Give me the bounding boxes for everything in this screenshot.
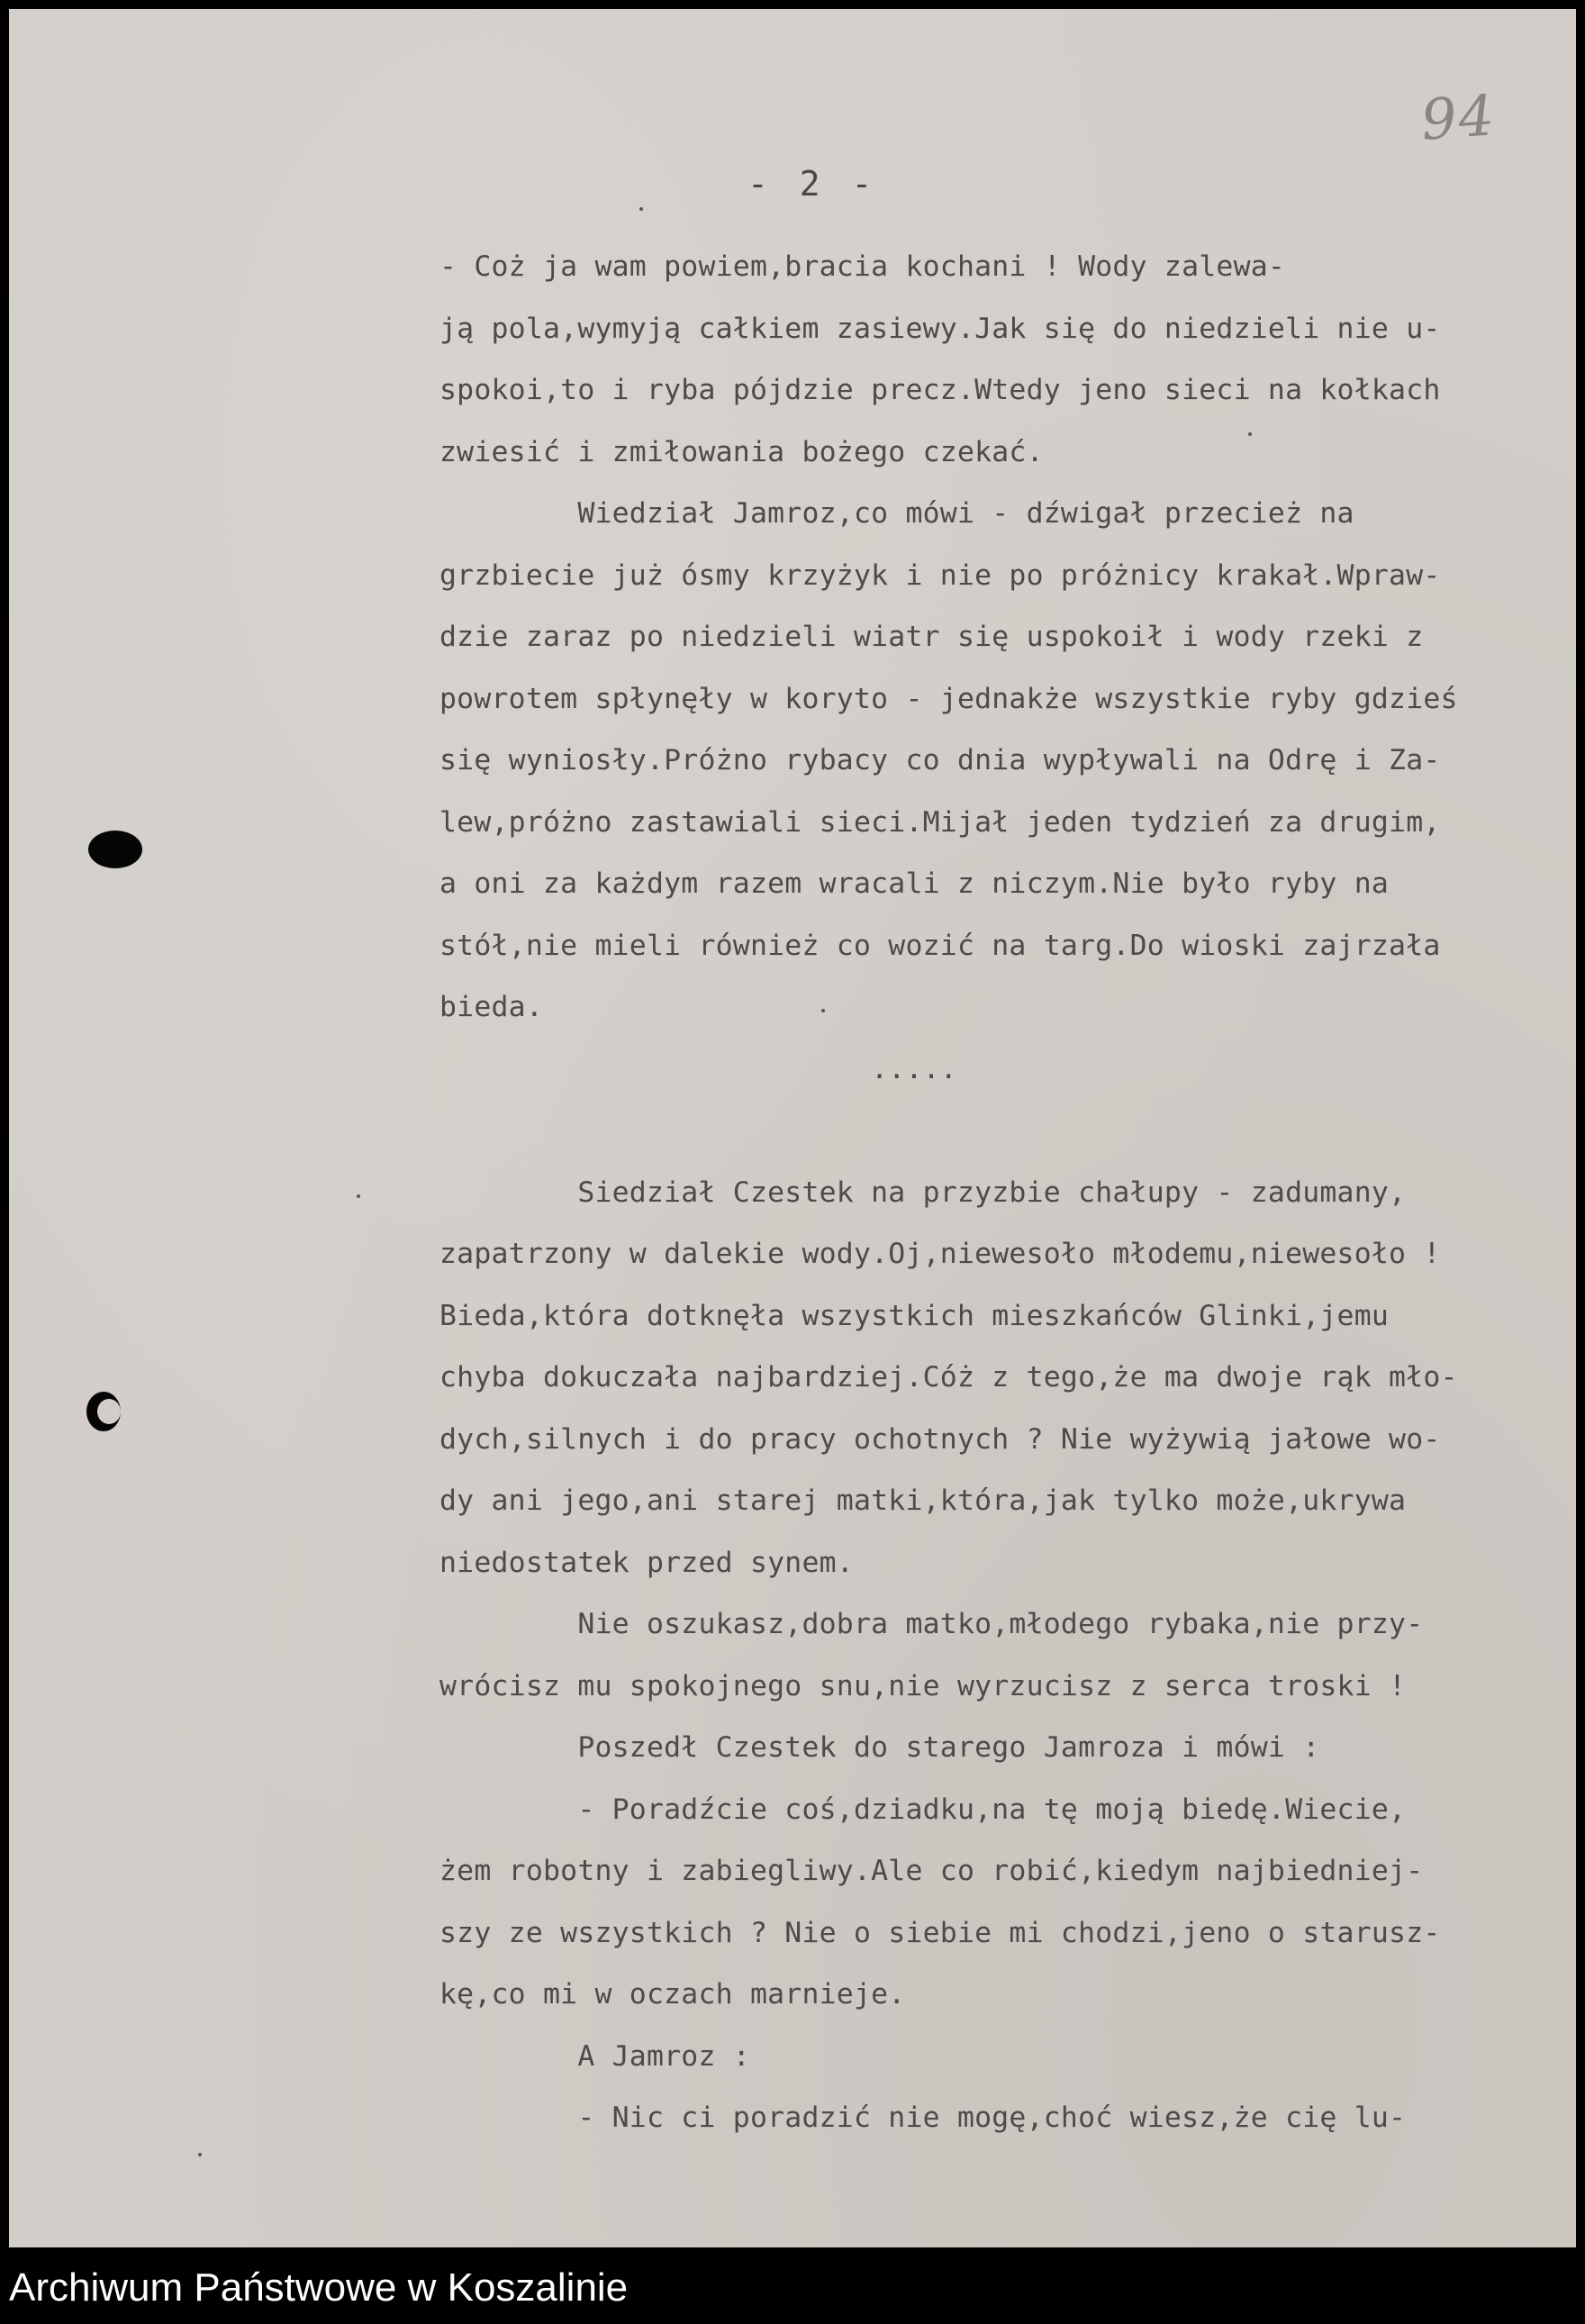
text-line: dych,silnych i do pracy ochotnych ? Nie wyżywią jałowe wo- [439,1422,1441,1456]
text-line: bieda. [439,991,543,1023]
document-page [9,9,1576,2247]
text-line: stół,nie mieli również co wozić na targ.Do wioski zajrzała [439,929,1441,962]
text-line: powrotem spłynęły w koryto - jednakże wszystkie ryby gdzieś [439,682,1458,715]
text-line: się wyniosły.Próżno rybacy co dnia wypływali na Odrę i Za- [439,744,1441,776]
archive-name: Archiwum Państwowe w Koszalinie [9,2265,629,2310]
paper-speck [357,1194,360,1198]
section-separator: ..... [439,1052,957,1085]
punch-hole [88,831,142,868]
text-line: dzie zaraz po niedzieli wiatr się uspokoił i wody rzeki z [439,621,1424,653]
text-line: kę,co mi w oczach marnieje. [439,1978,906,2011]
text-line: lew,próżno zastawiali sieci.Mijał jeden tydzień za drugim, [439,805,1441,839]
text-line: grzbiecie już ósmy krzyżyk i nie po próżnicy krakał.Wpraw- [439,558,1441,592]
text-line: Bieda,która dotknęła wszystkich mieszkańców Glinki,jemu [439,1299,1390,1332]
text-line: a oni za każdym razem wracali z niczym.Nie było ryby na [439,867,1390,900]
text-line: - Nic ci poradzić nie mogę,choć wiesz,że cię lu- [439,2102,1407,2134]
page-number: - 2 - [747,164,878,204]
text-line: ją pola,wymyją całkiem zasiewy.Jak się do niedzieli nie u- [439,312,1441,345]
text-line: dy ani jego,ani starej matki,która,jak tylko może,ukrywa [439,1484,1407,1517]
paper-speck [821,1009,825,1012]
text-line: A Jamroz : [439,2039,750,2073]
text-line: Siedział Czestek na przyzbie chałupy - zadumany, [439,1176,1407,1209]
text-line: zwiesić i zmiłowania bożego czekać. [439,435,1044,468]
paper-speck [639,207,643,211]
text-line: - Coż ja wam powiem,bracia kochani ! Wody zalewa- [439,250,1286,283]
text-line: zapatrzony w dalekie wody.Oj,niewesoło młodemu,niewesoło ! [439,1238,1441,1270]
text-line: niedostatek przed synem. [439,1546,854,1579]
text-line: Wiedział Jamroz,co mówi - dźwigał przecież na [439,497,1354,530]
text-line: chyba dokuczała najbardziej.Cóż z tego,że ma dwoje rąk mło- [439,1361,1458,1393]
text-line: spokoi,to i ryba pójdzie precz.Wtedy jeno sieci na kołkach [439,374,1441,406]
archive-page-number: 94 [1418,82,1499,153]
paper-speck [198,2153,202,2156]
text-line: wrócisz mu spokojnego snu,nie wyrzucisz z serca troski ! [439,1669,1407,1702]
archive-footer [0,2247,1585,2324]
paper-speck [1248,432,1252,436]
text-line: Poszedł Czestek do starego Jamroza i mówi : [439,1731,1320,1764]
text-line: Nie oszukasz,dobra matko,młodego rybaka,nie przy- [439,1608,1424,1640]
text-line: żem robotny i zabiegliwy.Ale co robić,kiedym najbiedniej- [439,1855,1424,1887]
text-line: szy ze wszystkich ? Nie o siebie mi chodzi,jeno o starusz- [439,1916,1441,1949]
punch-hole [86,1392,121,1431]
typewritten-text [439,236,1502,2149]
text-line: - Poradźcie coś,dziadku,na tę moją biedę.Wiecie, [439,1793,1407,1826]
